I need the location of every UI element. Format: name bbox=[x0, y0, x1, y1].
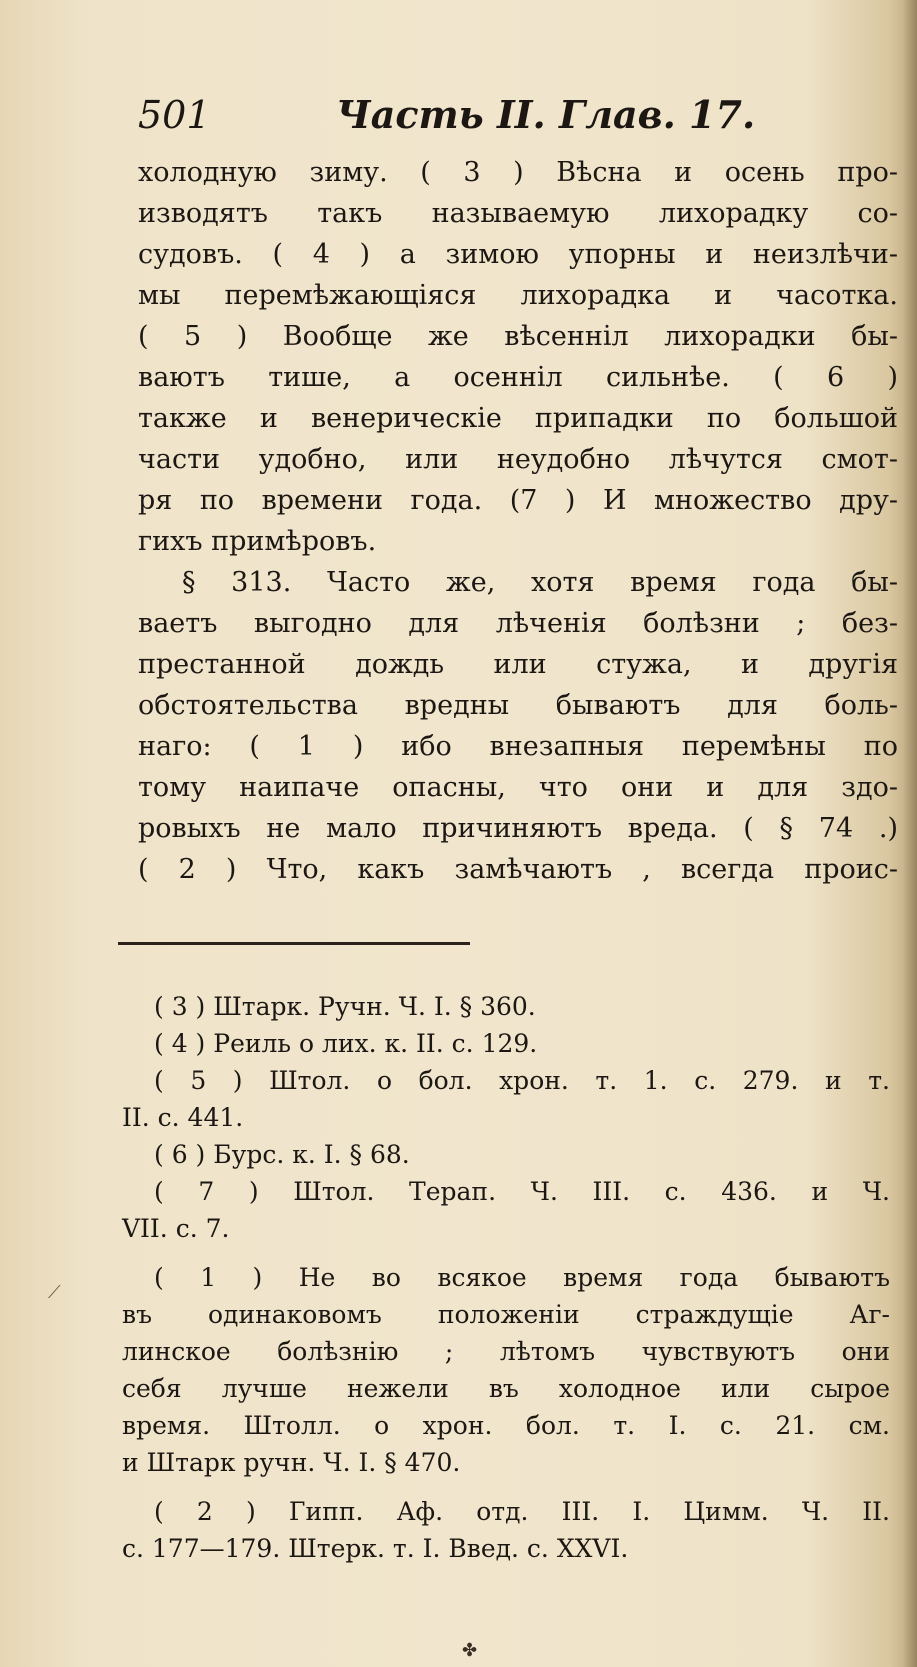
text-line: наго: ( 1 ) ибо внезапныя перемѣны по bbox=[138, 731, 898, 762]
footnote-line: себя лучше нежели въ холодное или сырое bbox=[122, 1374, 890, 1403]
footnote-line: ( 3 ) Штарк. Ручн. Ч. I. § 360. bbox=[154, 992, 536, 1021]
page-edge-shadow bbox=[903, 0, 917, 1667]
text-line: судовъ. ( 4 ) а зимою упорны и неизлѣчи- bbox=[138, 239, 898, 270]
page-number: 501 bbox=[138, 93, 211, 137]
text-line: мы перемѣжающіяся лихорадка и часотка. bbox=[138, 280, 898, 311]
text-line: ( 5 ) Вообще же вѣсенніл лихорадки бы- bbox=[138, 321, 898, 352]
text-line: холодную зиму. ( 3 ) Вѣсна и осень про- bbox=[138, 157, 898, 188]
footnote-line: линское болѣзнію ; лѣтомъ чувствуютъ они bbox=[122, 1337, 890, 1366]
footnote-separator bbox=[118, 942, 470, 945]
text-line: ваютъ тише, а осенніл сильнѣе. ( 6 ) bbox=[138, 362, 898, 393]
footnote-gap bbox=[122, 1481, 890, 1493]
text-line: гихъ примѣровъ. bbox=[138, 526, 377, 557]
footnote-line: ( 2 ) Гипп. Аф. отд. III. I. Цимм. Ч. II. bbox=[154, 1497, 890, 1526]
footnote-line: ( 4 ) Реиль о лих. к. II. с. 129. bbox=[154, 1029, 538, 1058]
footnote-line: ( 5 ) Штол. о бол. хрон. т. 1. с. 279. и т. bbox=[154, 1066, 890, 1095]
paragraph-start-line: § 313. Часто же, хотя время года бы- bbox=[182, 567, 898, 598]
text-line: ровыхъ не мало причиняютъ вреда. ( § 74 .) bbox=[138, 813, 898, 844]
text-line: тому наипаче опасны, что они и для здо- bbox=[138, 772, 898, 803]
footnote-line: ( 7 ) Штол. Терап. Ч. III. с. 436. и Ч. bbox=[154, 1177, 890, 1206]
main-text bbox=[138, 152, 898, 890]
page-header bbox=[138, 88, 756, 142]
text-line: ваетъ выгодно для лѣченія болѣзни ; без- bbox=[138, 608, 898, 639]
text-line: части удобно, или неудобно лѣчутся смот- bbox=[138, 444, 898, 475]
text-line: ( 2 ) Что, какъ замѣчаютъ , всегда проис- bbox=[138, 854, 898, 885]
ornament-mark: ✤ bbox=[462, 1640, 478, 1661]
footnote-gap bbox=[122, 1247, 890, 1259]
text-line: изводятъ такъ называемую лихорадку со- bbox=[138, 198, 898, 229]
footnote-line: с. 177—179. Штерк. т. I. Введ. с. XXVI. bbox=[122, 1534, 629, 1563]
footnote-line: ( 6 ) Бурс. к. I. § 68. bbox=[154, 1140, 410, 1169]
footnote-line: въ одинаковомъ положеніи страждущіе Аг- bbox=[122, 1300, 890, 1329]
running-title: Часть II. Глав. 17. bbox=[336, 92, 756, 137]
text-line: также и венерическіе припадки по большой bbox=[138, 403, 898, 434]
text-line: обстоятельства вредны бываютъ для боль- bbox=[138, 690, 898, 721]
footnote-line: и Штарк ручн. Ч. I. § 470. bbox=[122, 1448, 461, 1477]
footnote-line: VII. с. 7. bbox=[122, 1214, 230, 1243]
footnote-line: время. Штолл. о хрон. бол. т. I. с. 21. см. bbox=[122, 1411, 890, 1440]
footnotes bbox=[122, 988, 890, 1567]
text-line: престанной дождь или стужа, и другія bbox=[138, 649, 898, 680]
text-line: ря по времени года. (7 ) И множество дру- bbox=[138, 485, 898, 516]
margin-pencil-mark: ⟋ bbox=[48, 1282, 61, 1303]
footnote-line: II. с. 441. bbox=[122, 1103, 244, 1132]
footnote-line: ( 1 ) Не во всякое время года бываютъ bbox=[154, 1263, 890, 1292]
